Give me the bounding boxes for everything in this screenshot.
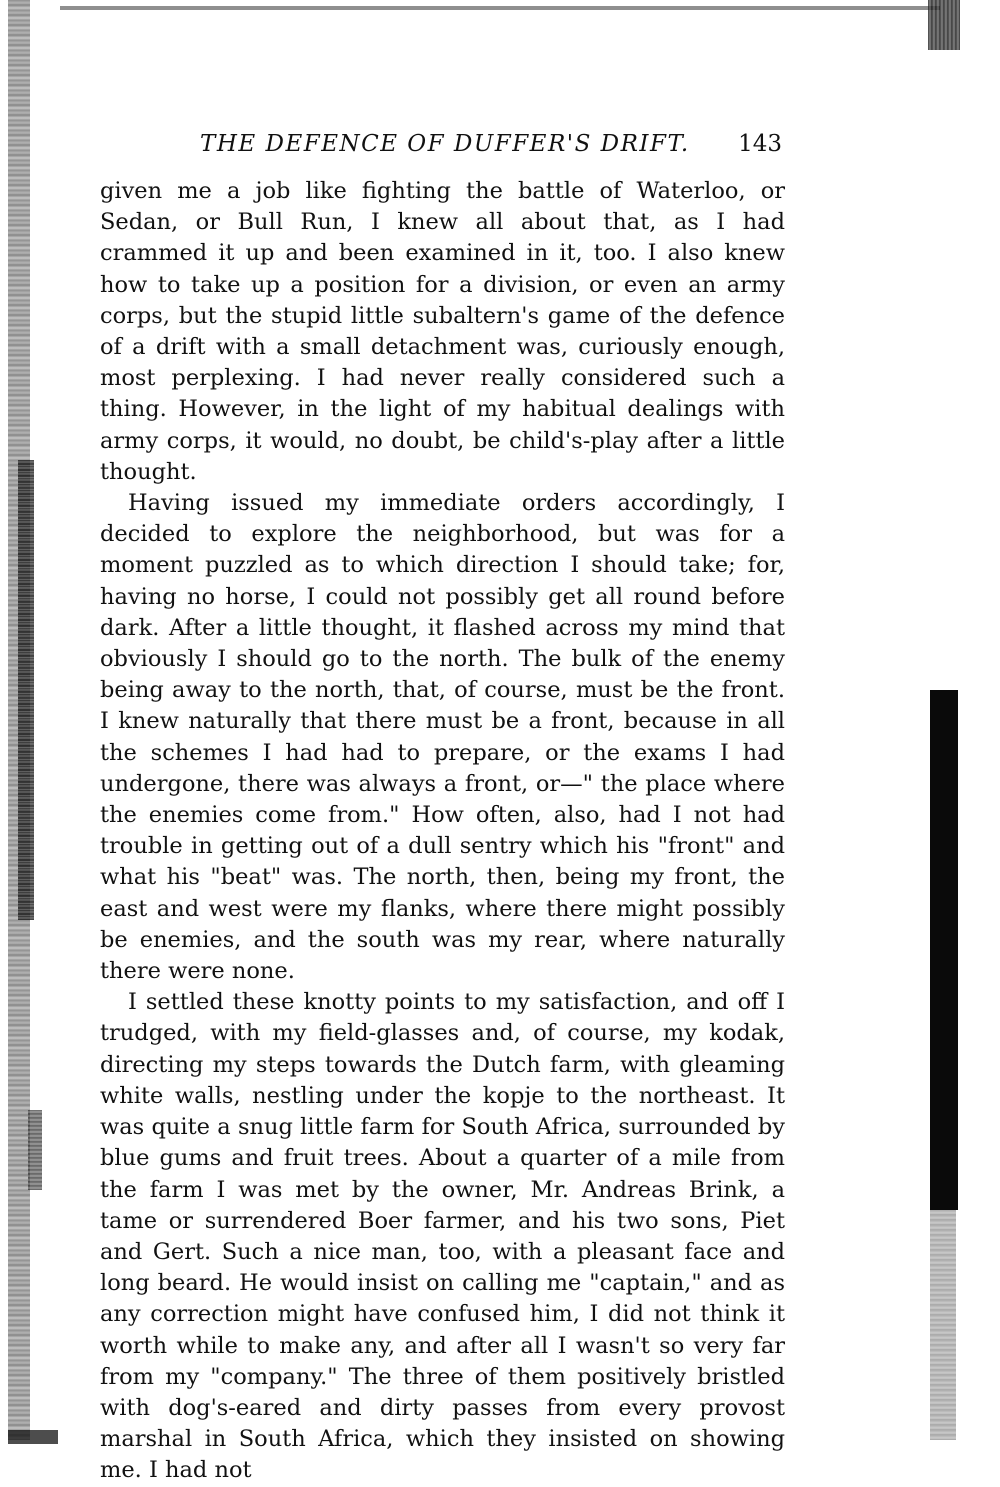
running-head xyxy=(100,127,790,161)
scan-edge-right-top xyxy=(928,0,960,50)
paragraph-1: given me a job like fighting the battle of Waterloo, or Sedan, or Bull Run, I knew all about that, as I had crammed it up and been examined in it, too. I also knew how to take up a position for a division, or even an army corps, but the stupid little subaltern's game of the defence of a drift with a small detachment was, curiously enough, most perplexing. I had never really considered such a thing. However, in the light of my habitual dealings with army corps, it would, no doubt, be child's-play after a little thought. xyxy=(100,178,785,485)
running-title: THE DEFENCE OF DUFFER'S DRIFT. xyxy=(200,131,690,157)
scan-edge-left-shadow xyxy=(18,460,34,920)
scan-edge-top xyxy=(60,6,940,10)
scan-edge-bottom-left xyxy=(8,1430,58,1444)
scan-edge-right-lower xyxy=(930,1210,956,1440)
scan-edge-left-shadow-lower xyxy=(28,1110,42,1190)
paragraph-3: I settled these knotty points to my satisfaction, and off I trudged, with my field-glasses and, of course, my kodak, directing my steps towards the Dutch farm, with gleaming white walls, nestling under the kopje to the northeast. It was quite a snug little farm for South Africa, surrounded by blue gums and fruit trees. About a quarter of a mile from the farm I was met by the owner, Mr. Andreas Brink, a tame or surrendered Boer farmer, and his two sons, Piet and Gert. Such a nice man, too, with a pleasant face and long beard. He would insist on calling me "captain," and as any correction might have confused him, I did not think it worth while to make any, and after all I wasn't so very far from my "company." The three of them positively bristled with dog's-eared and dirty passes from every provost marshal in South Africa, which they insisted on showing me. I had not xyxy=(100,989,785,1484)
scan-edge-right-bar xyxy=(930,690,958,1210)
page-number: 143 xyxy=(738,131,782,157)
paragraph-2: Having issued my immediate orders accordingly, I decided to explore the neighborhood, but was for a moment puzzled as to which direction I should take; for, having no horse, I could not possibly get all round before dark. After a little thought, it flashed across my mind that obviously I should go to the north. The bulk of the enemy being away to the north, that, of course, must be the front. I knew naturally that there must be a front, because in all the schemes I had had to prepare, or the exams I had undergone, there was always a front, or—" the place where the enemies come from." How often, also, had I not had trouble in getting out of a dull sentry which his "front" and what his "beat" was. The north, then, being my front, the east and west were my flanks, where there might possibly be enemies, and the south was my rear, where naturally there were none. xyxy=(100,490,785,985)
body-text xyxy=(100,176,785,1487)
